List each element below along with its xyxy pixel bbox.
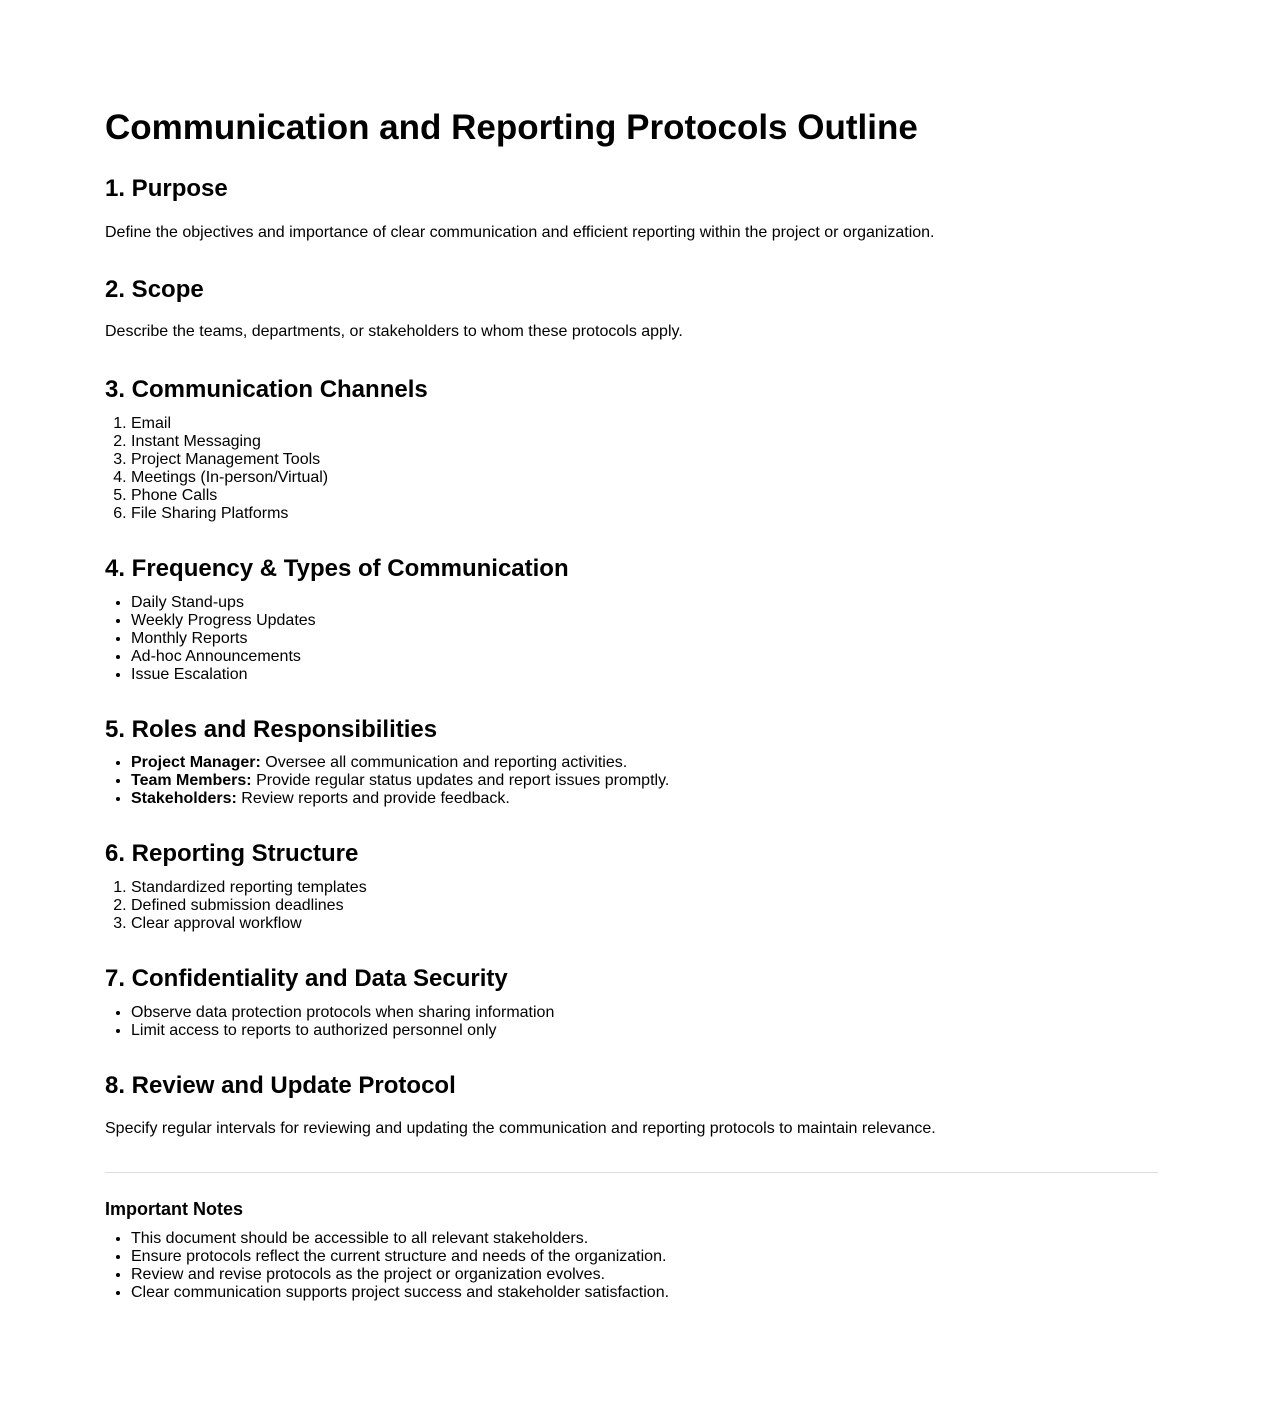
list-item: 2. Instant Messaging [131, 433, 1158, 451]
section-channels [105, 376, 1158, 523]
section-heading: 1. Purpose [105, 175, 228, 202]
section-roles [105, 716, 1158, 808]
section-heading: 8. Review and Update Protocol [105, 1072, 456, 1099]
channels-list [105, 415, 1158, 523]
reporting-list [105, 879, 1158, 933]
list-item: • Observe data protection protocols when sharing information [131, 1004, 1158, 1022]
section-heading: 3. Communication Channels [105, 376, 428, 403]
list-item: • Clear communication supports project success and stakeholder satisfaction. [131, 1284, 1158, 1302]
role-name: Stakeholders: [131, 790, 237, 807]
list-item: • Limit access to reports to authorized personnel only [131, 1022, 1158, 1040]
section-heading: 4. Frequency & Types of Communication [105, 555, 569, 582]
section-scope [105, 276, 1158, 341]
section-frequency [105, 555, 1158, 684]
role-item [131, 772, 1158, 790]
section-security [105, 965, 1158, 1040]
list-item: • Weekly Progress Updates [131, 612, 1158, 630]
role-description: Provide regular status updates and report issues promptly. [251, 772, 670, 789]
role-name: Team Members: [131, 772, 252, 789]
security-list [105, 1004, 1158, 1040]
list-item: • Issue Escalation [131, 666, 1158, 684]
section-text: Specify regular intervals for reviewing and updating the communication and reporting protocols to maintain relevance. [105, 1120, 936, 1137]
section-heading: 5. Roles and Responsibilities [105, 716, 438, 743]
list-item: 2. Defined submission deadlines [131, 897, 1158, 915]
section-heading: 6. Reporting Structure [105, 840, 359, 867]
section-purpose [105, 175, 1158, 242]
list-item: • Ad-hoc Announcements [131, 648, 1158, 666]
list-item: 1. Standardized reporting templates [131, 879, 1158, 897]
list-item: 4. Meetings (In-person/Virtual) [131, 469, 1158, 487]
role-item [131, 790, 1158, 808]
section-divider [105, 1172, 1158, 1173]
section-reporting [105, 840, 1158, 933]
section-heading: 2. Scope [105, 276, 204, 303]
list-item: • Daily Stand-ups [131, 594, 1158, 612]
list-item: • Monthly Reports [131, 630, 1158, 648]
frequency-list [105, 594, 1158, 684]
list-item: 3. Clear approval workflow [131, 915, 1158, 933]
list-item: 3. Project Management Tools [131, 451, 1158, 469]
list-item: • This document should be accessible to all relevant stakeholders. [131, 1230, 1158, 1248]
role-item [131, 754, 1158, 772]
notes-heading: Important Notes [105, 1199, 244, 1219]
notes-list [105, 1230, 1158, 1302]
section-heading: 7. Confidentiality and Data Security [105, 965, 508, 992]
list-item: 1. Email [131, 415, 1158, 433]
role-name: Project Manager: [131, 754, 261, 771]
section-text: Define the objectives and importance of clear communication and efficient reporting within the project or organization. [105, 224, 935, 241]
section-review [105, 1072, 1158, 1138]
section-text: Describe the teams, departments, or stakeholders to whom these protocols apply. [105, 323, 683, 340]
document-title: Communication and Reporting Protocols Outline [105, 108, 918, 147]
list-item: 5. Phone Calls [131, 487, 1158, 505]
role-description: Oversee all communication and reporting activities. [260, 754, 628, 771]
list-item: • Ensure protocols reflect the current structure and needs of the organization. [131, 1248, 1158, 1266]
list-item: 6. File Sharing Platforms [131, 505, 1158, 523]
role-description: Review reports and provide feedback. [236, 790, 510, 807]
important-notes [105, 1198, 1158, 1302]
roles-list [105, 754, 1158, 808]
list-item: • Review and revise protocols as the project or organization evolves. [131, 1266, 1158, 1284]
